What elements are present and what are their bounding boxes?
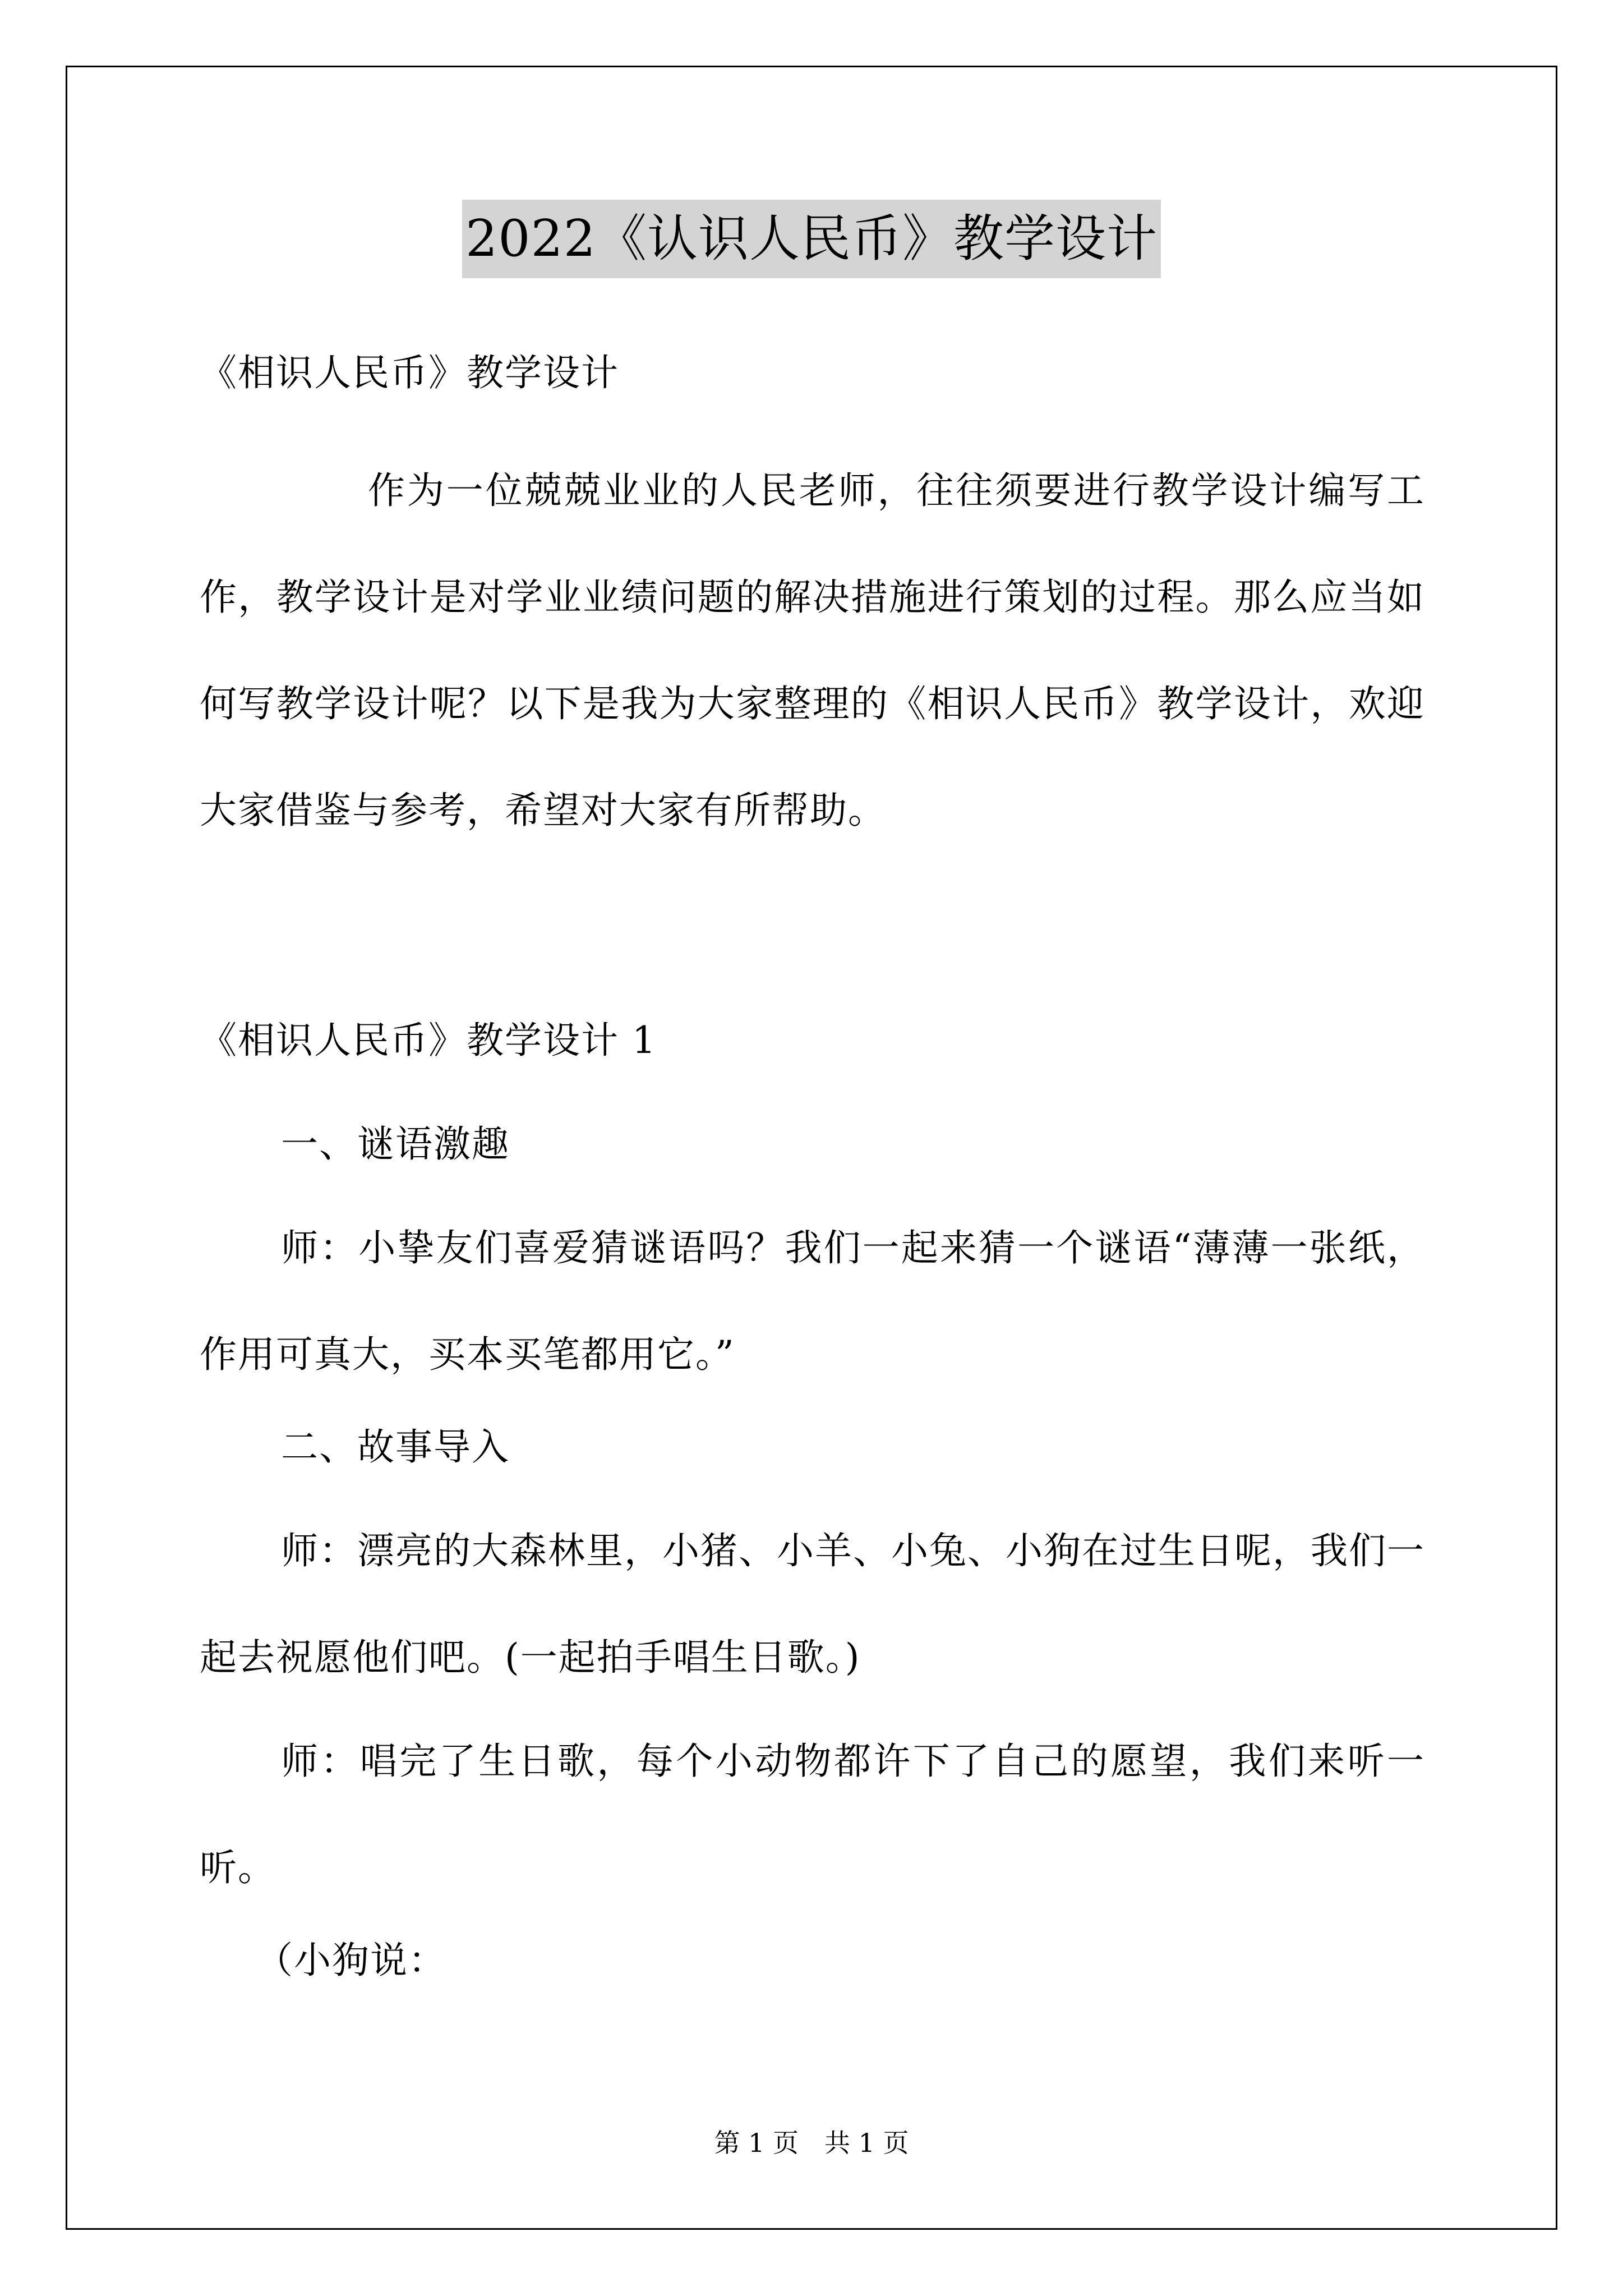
story-paragraph-2: 师：唱完了生日歌，每个小动物都许下了自己的愿望，我们来听一听。	[200, 1740, 1425, 1889]
item-heading-1: 一、谜语激趣	[281, 1122, 510, 1166]
section-heading: 《相识人民币》教学设计 1	[200, 1019, 657, 1062]
subtitle: 《相识人民币》教学设计	[200, 351, 619, 394]
item-heading-2: 二、故事导入	[281, 1425, 510, 1469]
document-title: 2022《认识人民币》教学设计	[462, 200, 1161, 278]
story-paragraph-3: （小狗说：	[256, 1939, 446, 1982]
title-container	[0, 200, 1623, 278]
page-footer: 第 1 页 共 1 页	[714, 2128, 909, 2158]
riddle-paragraph: 师：小挚友们喜爱猜谜语吗？我们一起来猜一个谜语“薄薄一张纸，作用可真大，买本买笔都用它。”	[200, 1226, 1425, 1376]
story-paragraph-1: 师：漂亮的大森林里，小猪、小羊、小兔、小狗在过生日呢，我们一起去祝愿他们吧。(一起拍手唱生日歌。)	[200, 1529, 1425, 1679]
intro-paragraph: 作为一位兢兢业业的人民老师，往往须要进行教学设计编写工作，教学设计是对学业业绩问题的解决措施进行策划的过程。那么应当如何写教学设计呢？以下是我为大家整理的《相识人民币》教学设计，欢迎大家借鉴与参考，希望对大家有所帮助。	[200, 469, 1425, 832]
